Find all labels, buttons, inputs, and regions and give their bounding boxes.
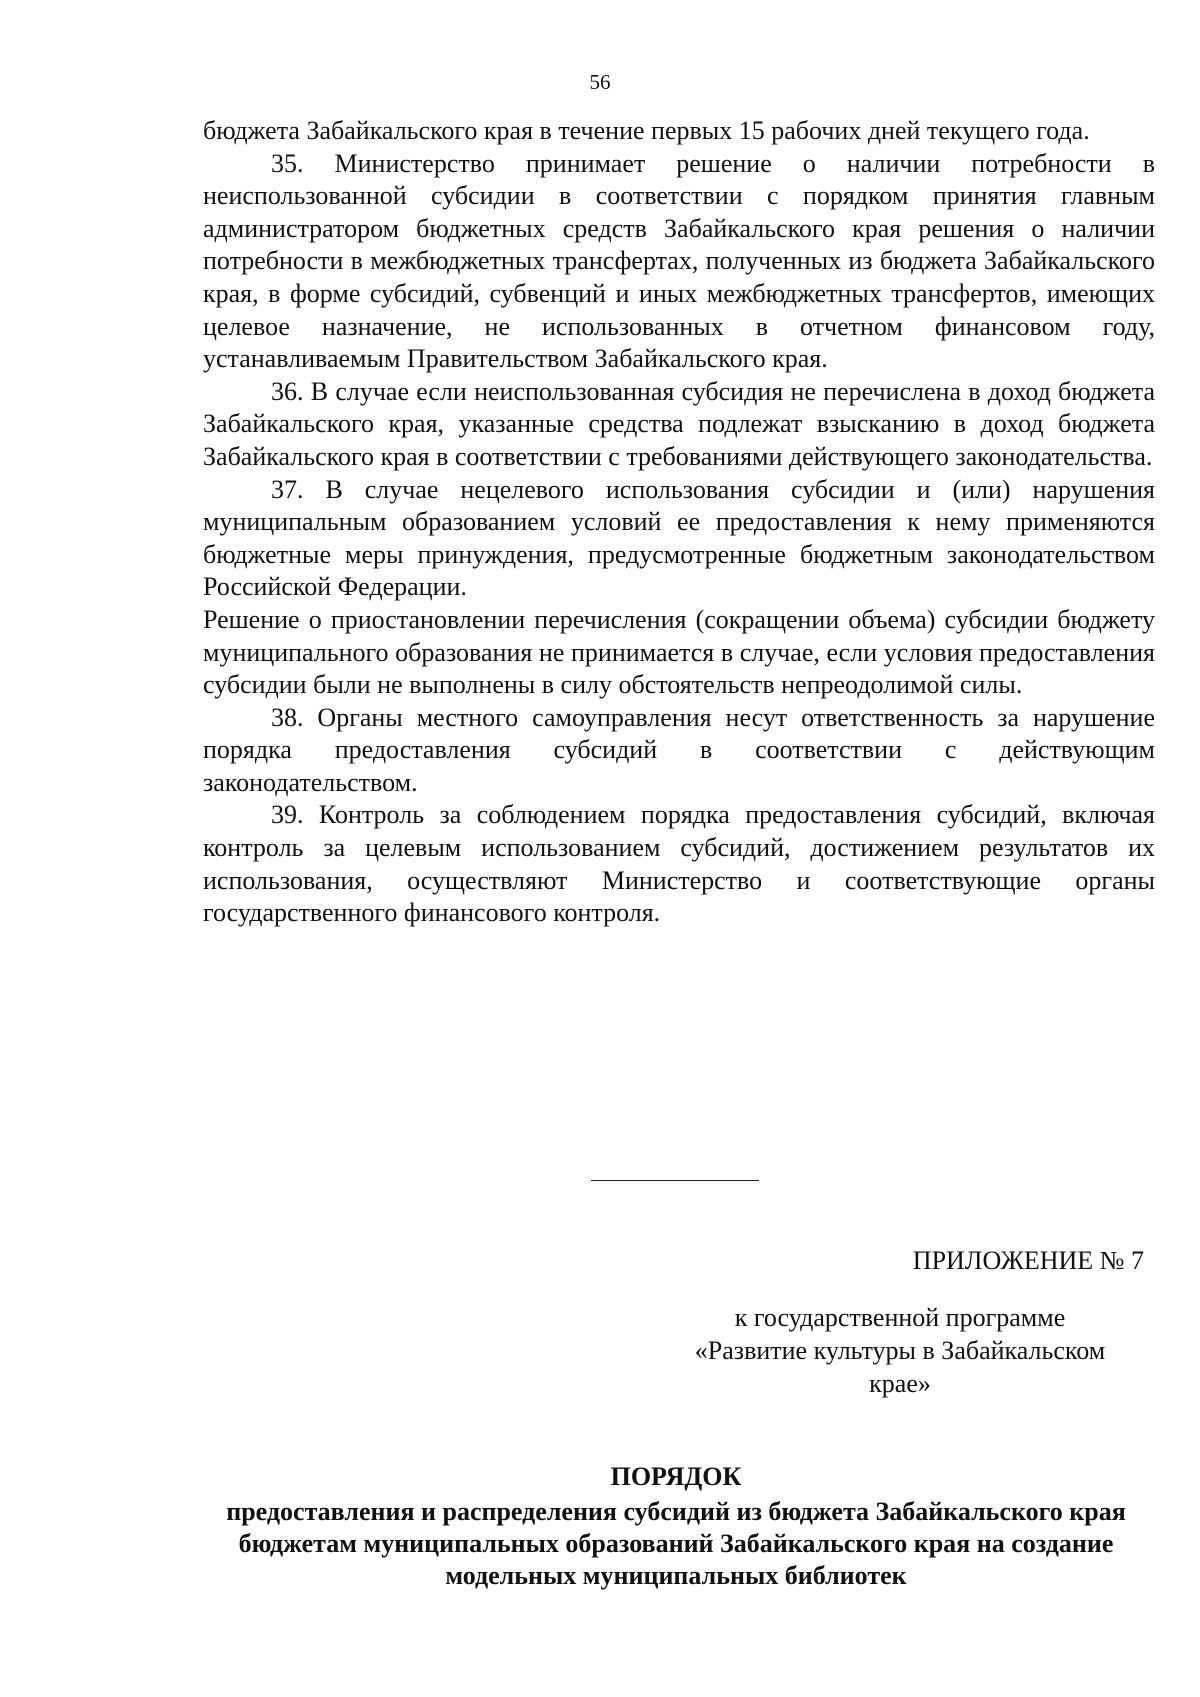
appendix-ref-line-3: крае»	[869, 1369, 931, 1398]
paragraph-35: 35. Министерство принимает решение о наличии потребности в неиспользованной субсидии в соответствии с порядком принятия главным администратором бюджетных средств Забайкальского края решения о наличии потребности в межбюджетных трансфертах, полученных из бюджета Забайкальского края, в форме субсидий, субвенций и иных межбюджетных трансфертов, имеющих целевое назначение, не использованных в отчетном финансовом году, устанавливаемым Правительством Забайкальского края.	[203, 148, 1155, 374]
appendix-ref-line-2: «Развитие культуры в Забайкальском	[694, 1336, 1106, 1365]
body-text	[203, 115, 1155, 930]
page-number: 56	[589, 70, 611, 94]
appendix-ref-line-1: к государственной программе	[734, 1303, 1066, 1332]
paragraph-continuation: бюджета Забайкальского края в течение первых 15 рабочих дней текущего года.	[203, 116, 1090, 145]
appendix-title: ПРИЛОЖЕНИЕ № 7	[912, 1246, 1144, 1275]
document-title-block	[200, 1460, 1152, 1592]
paragraph-37: 37. В случае нецелевого использования субсидии и (или) нарушения муниципальным образованием условий ее предоставления к нему применяются бюджетные меры принуждения, предусмотренные бюджетным законодательством Российской Федерации.	[203, 474, 1155, 602]
section-separator-line	[591, 1180, 759, 1181]
paragraph-39: 39. Контроль за соблюдением порядка предоставления субсидий, включая контроль за целевым использованием субсидий, достижением результатов их использования, осуществляют Министерство и соответствующие органы государственного финансового контроля.	[203, 800, 1155, 928]
paragraph-38: 38. Органы местного самоуправления несут ответственность за нарушение порядка предоставления субсидий в соответствии с действующим законодательством.	[203, 702, 1155, 797]
paragraph-37-continuation: Решение о приостановлении перечисления (сокращении объема) субсидии бюджету муниципального образования не принимается в случае, если условия предоставления субсидии были не выполнены в силу обстоятельств непреодолимой силы.	[203, 604, 1155, 700]
document-heading: ПОРЯДОК	[610, 1462, 742, 1491]
appendix-reference	[660, 1301, 1140, 1400]
paragraph-36: 36. В случае если неиспользованная субсидия не перечислена в доход бюджета Забайкальского края, указанные средства подлежат взысканию в доход бюджета Забайкальского края в соответствии с требованиями действующего законодательства.	[203, 376, 1155, 471]
document-subtitle: предоставления и распределения субсидий из бюджета Забайкальского края бюджетам муниципальных образований Забайкальского края на создание модельных муниципальных библиотек	[226, 1497, 1126, 1590]
